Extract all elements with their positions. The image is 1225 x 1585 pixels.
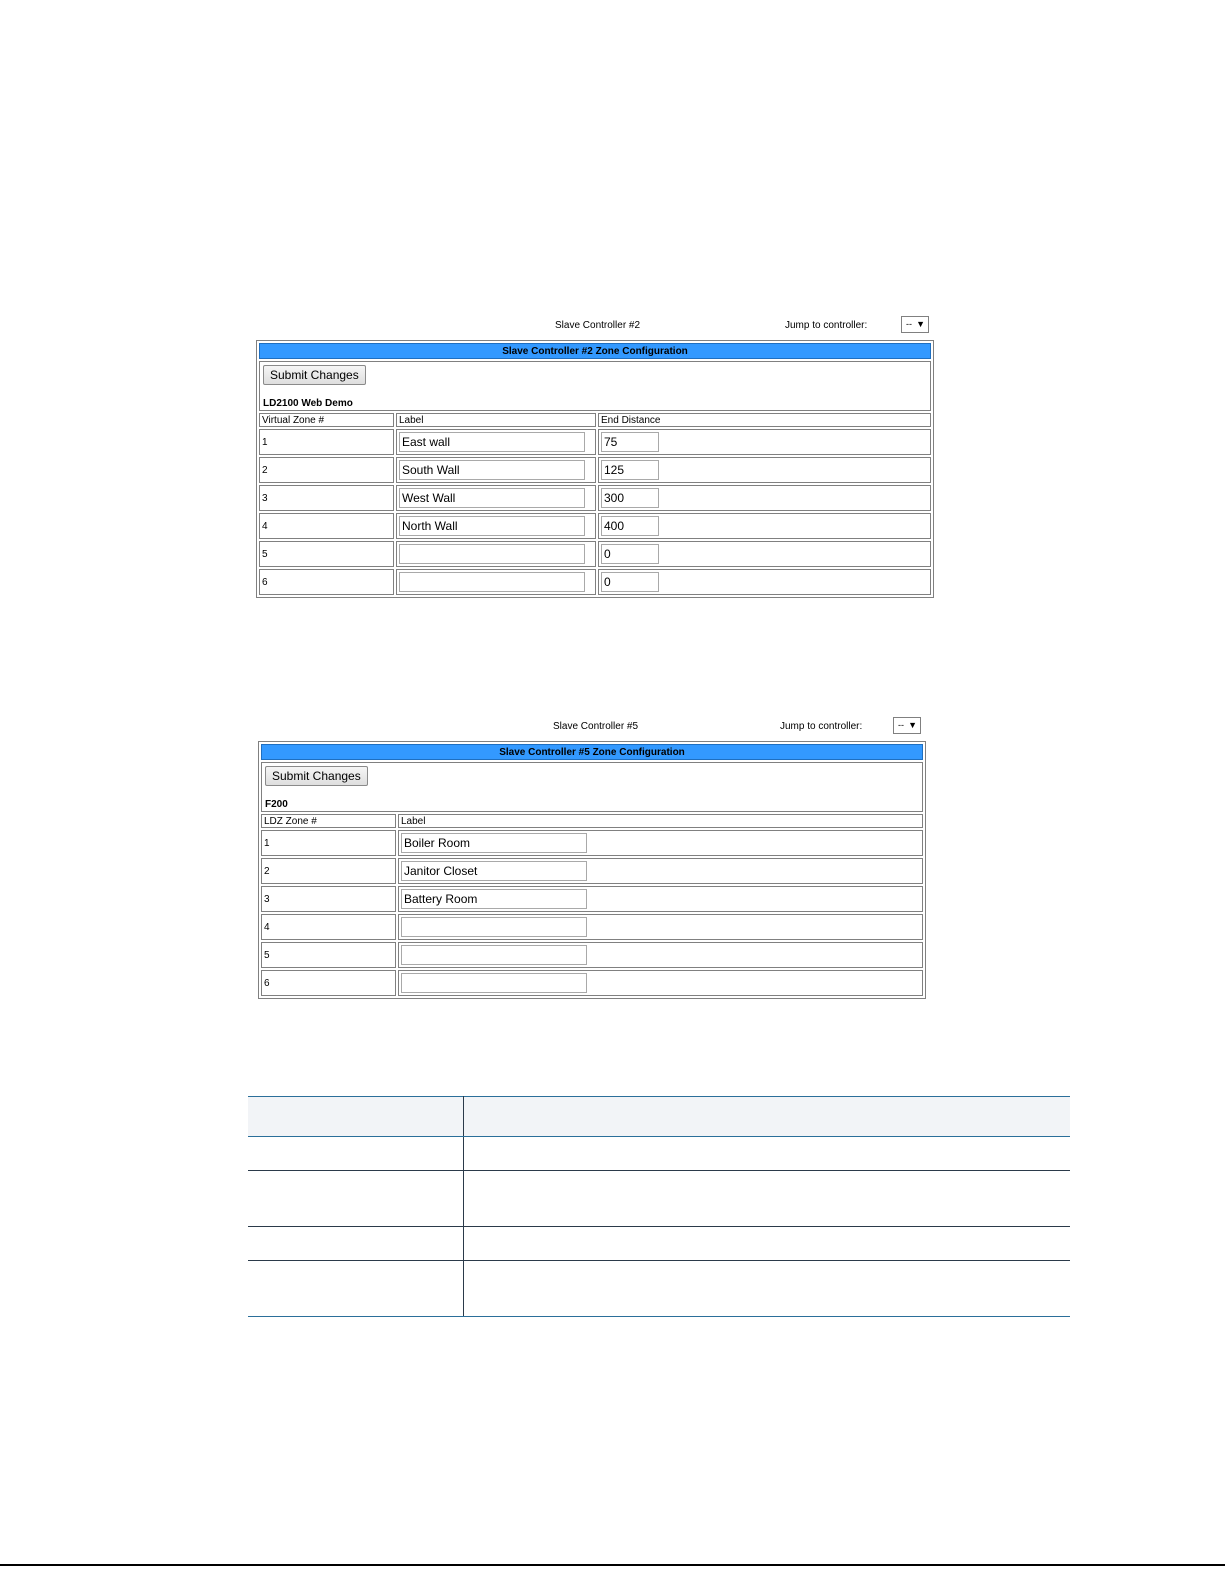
- zone-number: 6: [259, 569, 394, 595]
- controller-header: [258, 715, 926, 741]
- jump-select-value: --: [898, 720, 904, 730]
- zone-label-input[interactable]: [399, 572, 585, 592]
- zone-number: 1: [259, 429, 394, 455]
- controller-header: [256, 314, 934, 340]
- zone-label-input[interactable]: [401, 833, 587, 853]
- zone-label-input[interactable]: [399, 460, 585, 480]
- table-row: [248, 1171, 1070, 1227]
- column-header-label: Label: [398, 814, 923, 828]
- zone-label-input[interactable]: [401, 973, 587, 993]
- column-header-label: Label: [396, 413, 596, 427]
- table-row: [259, 541, 931, 567]
- table-row: [261, 970, 923, 996]
- slave-controller-2-panel: [256, 314, 934, 598]
- table-row: [261, 914, 923, 940]
- submit-cell: [261, 762, 923, 812]
- table-row: [261, 942, 923, 968]
- zone-configuration-title: Slave Controller #2 Zone Configuration: [259, 343, 931, 359]
- zone-number: 6: [261, 970, 396, 996]
- zone-label-input[interactable]: [401, 861, 587, 881]
- zone-configuration-table: [256, 340, 934, 598]
- end-distance-input[interactable]: [601, 488, 659, 508]
- end-distance-input[interactable]: [601, 516, 659, 536]
- zone-number: 3: [261, 886, 396, 912]
- table-row: [259, 485, 931, 511]
- end-distance-input[interactable]: [601, 572, 659, 592]
- site-name: LD2100 Web Demo: [263, 398, 353, 409]
- jump-select-value: --: [906, 319, 912, 329]
- table-row: [261, 858, 923, 884]
- zone-label-input[interactable]: [399, 516, 585, 536]
- site-name: F200: [265, 799, 288, 810]
- table-row: [248, 1137, 1070, 1171]
- zone-number: 3: [259, 485, 394, 511]
- zone-configuration-table: [258, 741, 926, 999]
- jump-to-controller-label: Jump to controller:: [785, 320, 868, 331]
- zone-label-input[interactable]: [401, 945, 587, 965]
- dropdown-arrow-icon: ▼: [908, 720, 917, 730]
- table-row: [261, 886, 923, 912]
- reference-header-cell-1: [248, 1097, 463, 1137]
- submit-cell: [259, 361, 931, 411]
- jump-to-controller-select[interactable]: [901, 316, 929, 333]
- zone-label-input[interactable]: [401, 889, 587, 909]
- zone-label-input[interactable]: [399, 432, 585, 452]
- zone-number: 2: [261, 858, 396, 884]
- end-distance-input[interactable]: [601, 432, 659, 452]
- zone-configuration-title: Slave Controller #5 Zone Configuration: [261, 744, 923, 760]
- dropdown-arrow-icon: ▼: [916, 319, 925, 329]
- end-distance-input[interactable]: [601, 544, 659, 564]
- zone-number: 4: [259, 513, 394, 539]
- end-distance-input[interactable]: [601, 460, 659, 480]
- zone-label-input[interactable]: [399, 488, 585, 508]
- zone-number: 2: [259, 457, 394, 483]
- table-row: [259, 429, 931, 455]
- reference-table-header: [248, 1097, 1070, 1137]
- reference-header-cell-2: [463, 1097, 1070, 1137]
- slave-controller-5-panel: [258, 715, 926, 999]
- submit-changes-button[interactable]: Submit Changes: [263, 365, 366, 385]
- jump-to-controller-select[interactable]: [893, 717, 921, 734]
- zone-label-input[interactable]: [399, 544, 585, 564]
- controller-name: Slave Controller #2: [555, 320, 641, 331]
- column-header-end-distance: End Distance: [598, 413, 931, 427]
- table-row: [259, 569, 931, 595]
- table-row: [248, 1227, 1070, 1261]
- zone-number: 1: [261, 830, 396, 856]
- controller-name: Slave Controller #5: [553, 721, 639, 732]
- table-row: [261, 830, 923, 856]
- zone-label-input[interactable]: [401, 917, 587, 937]
- column-header-zone: Virtual Zone #: [259, 413, 394, 427]
- jump-to-controller-label: Jump to controller:: [780, 721, 863, 732]
- footer-divider: [0, 1564, 1225, 1566]
- zone-number: 5: [259, 541, 394, 567]
- zone-number: 4: [261, 914, 396, 940]
- reference-table: [248, 1096, 1070, 1317]
- table-row: [248, 1261, 1070, 1317]
- table-row: [259, 513, 931, 539]
- zone-number: 5: [261, 942, 396, 968]
- column-header-zone: LDZ Zone #: [261, 814, 396, 828]
- table-row: [259, 457, 931, 483]
- submit-changes-button[interactable]: Submit Changes: [265, 766, 368, 786]
